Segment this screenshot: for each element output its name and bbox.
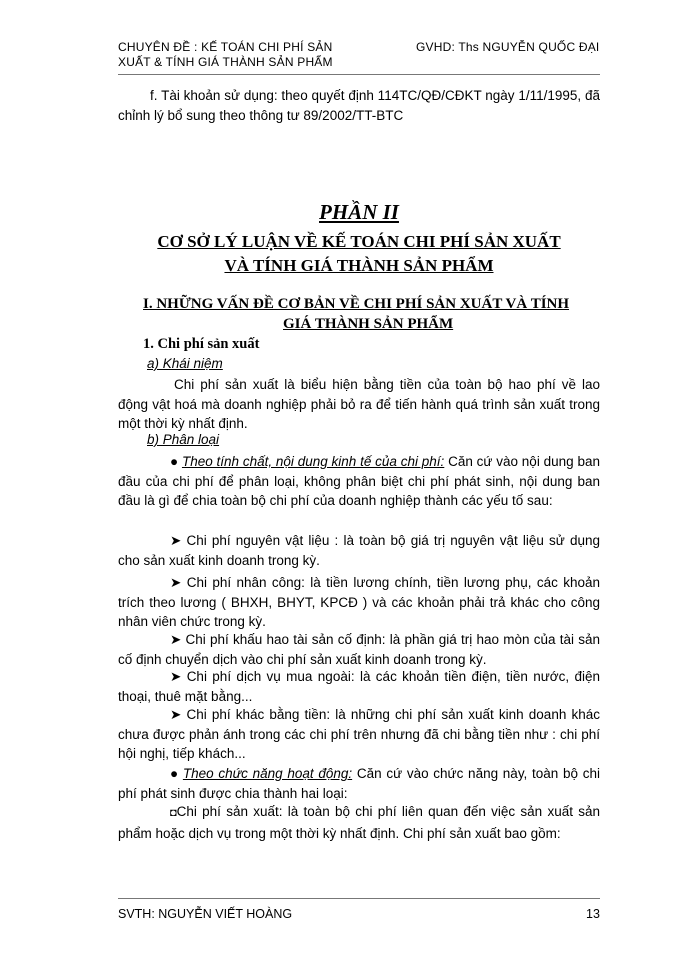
section-heading-line2: GIÁ THÀNH SẢN PHẨM bbox=[283, 316, 454, 332]
by-function-label: Theo chức năng hoạt động: bbox=[182, 766, 353, 781]
concept-text: Chi phí sản xuất là biểu hiện bằng tiền của toàn bộ hao phí về lao động vật hoá mà doanh nghiệp phải bỏ ra để tiến hành quá trình sản xuất trong một thời kỳ nhất định. bbox=[118, 377, 600, 431]
cost-item bbox=[118, 667, 600, 706]
part-title-line2: VÀ TÍNH GIÁ THÀNH SẢN PHẨM bbox=[224, 256, 494, 275]
footer-divider bbox=[118, 898, 600, 899]
by-nature-paragraph bbox=[118, 452, 600, 511]
part-title-line1: CƠ SỞ LÝ LUẬN VỀ KẾ TOÁN CHI PHÍ SẢN XUẤT bbox=[157, 232, 561, 251]
bullet-icon: ● bbox=[170, 766, 179, 781]
classification-heading: b) Phân loại bbox=[147, 432, 220, 447]
header-topic bbox=[118, 40, 333, 70]
arrow-bullet-icon: ➤ bbox=[170, 669, 182, 684]
production-cost-text: Chi phí sản xuất: là toàn bộ chi phí liên quan đến việc sản xuất sản phẩm hoặc dịch vụ trong một thời kỳ nhất định. Chi phí sản xuất bao gồm: bbox=[118, 804, 600, 841]
by-nature-text: Căn cứ vào nội dung ban đầu của chi phí để phân loại, không phân biệt chi phí phát sinh, nội dung ban đầu là gì để chia toàn bộ chi phí của doanh nghiệp thành các yếu tố sau: bbox=[118, 454, 600, 508]
header-topic-line1: CHUYÊN ĐỀ : KẾ TOÁN CHI PHÍ SẢN bbox=[118, 40, 333, 54]
square-bullet-icon: ◘ bbox=[170, 807, 177, 819]
header-topic-line2: XUẤT & TÍNH GIÁ THÀNH SẢN PHẨM bbox=[118, 55, 333, 69]
section-heading-line1: I. NHỮNG VẤN ĐỀ CƠ BẢN VỀ CHI PHÍ SẢN XUẤT VÀ TÍNH bbox=[143, 296, 570, 312]
header-divider bbox=[118, 74, 600, 75]
page-number: 13 bbox=[586, 907, 600, 921]
cost-item bbox=[118, 705, 600, 764]
intro-paragraph bbox=[118, 86, 600, 125]
footer-author: SVTH: NGUYỄN VIẾT HOÀNG bbox=[118, 907, 293, 921]
by-function-text: Căn cứ vào chức năng này, toàn bộ chi phí phát sinh được chia thành hai loại: bbox=[118, 766, 600, 801]
cost-item-text: Chi phí khấu hao tài sản cố định: là phần giá trị hao mòn của tài sản cố định chuyển dịch vào chi phí sản xuất kinh doanh trong kỳ. bbox=[118, 632, 600, 667]
header-advisor: GVHD: Ths NGUYỄN QUỐC ĐẠI bbox=[416, 40, 600, 54]
bullet-icon: ● bbox=[170, 454, 179, 469]
subsection-heading: 1. Chi phí sản xuất bbox=[143, 336, 260, 352]
intro-text: f. Tài khoản sử dụng: theo quyết định 114TC/QĐ/CĐKT ngày 1/11/1995, đã chỉnh lý bổ sung theo thông tư 89/2002/TT-BTC bbox=[118, 88, 600, 123]
concept-paragraph bbox=[118, 375, 600, 434]
arrow-bullet-icon: ➤ bbox=[170, 575, 182, 590]
cost-item bbox=[118, 531, 600, 570]
cost-item-text: Chi phí dịch vụ mua ngoài: là các khoản tiền điện, tiền nước, điện thoại, thuê mặt bằng... bbox=[118, 669, 600, 704]
cost-item bbox=[118, 630, 600, 669]
arrow-bullet-icon: ➤ bbox=[170, 632, 182, 647]
cost-item-text: Chi phí nguyên vật liệu : là toàn bộ giá trị nguyên vật liệu sử dụng cho sản xuất kinh doanh trong kỳ. bbox=[118, 533, 600, 568]
by-nature-label: Theo tính chất, nội dung kinh tế của chi phí: bbox=[181, 454, 445, 469]
cost-item-text: Chi phí khác bằng tiền: là những chi phí sản xuất kinh doanh khác chưa được phản ánh trong các chi phí trên nhưng đã chi bằng tiền như : chi phí hội nghị, tiếp khách... bbox=[118, 707, 600, 761]
concept-heading: a) Khái niệm bbox=[147, 356, 223, 371]
by-function-paragraph bbox=[118, 764, 600, 803]
cost-item-text: Chi phí nhân công: là tiền lương chính, tiền lương phụ, các khoản trích theo lương ( BHXH, BHYT, KPCĐ ) và các khoản phải trả khác cho công nhân viên chức trong kỳ. bbox=[118, 575, 600, 629]
cost-item bbox=[118, 573, 600, 632]
arrow-bullet-icon: ➤ bbox=[170, 707, 182, 722]
part-label: PHẦN II bbox=[319, 200, 399, 224]
production-cost-paragraph bbox=[118, 802, 600, 843]
arrow-bullet-icon: ➤ bbox=[170, 533, 182, 548]
